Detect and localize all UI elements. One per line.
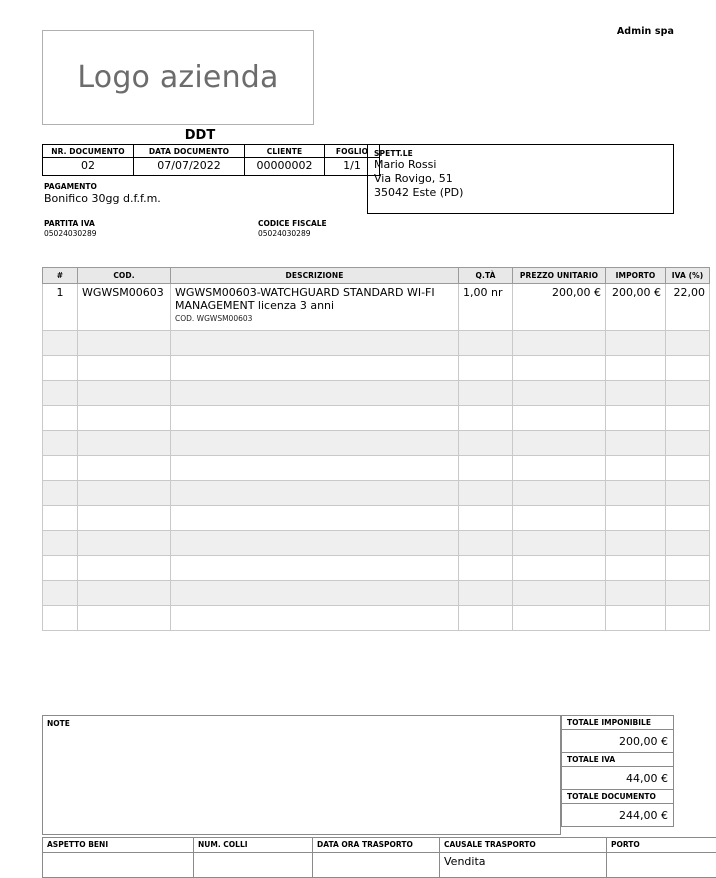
table-row-empty — [43, 531, 710, 556]
col-description-header: DESCRIZIONE — [171, 268, 459, 284]
doc-sheet-header: FOGLIO — [325, 145, 380, 158]
table-row-empty — [43, 481, 710, 506]
table-row-empty — [43, 606, 710, 631]
document-type-title: DDT — [42, 128, 358, 143]
packages-label: NUM. COLLI — [194, 838, 313, 853]
table-row-empty — [43, 406, 710, 431]
total-document-label: TOTALE DOCUMENTO — [562, 790, 674, 804]
recipient-line-3: 35042 Este (PD) — [374, 186, 667, 200]
total-taxable-label: TOTALE IMPONIBILE — [562, 716, 674, 730]
transport-datetime-label: DATA ORA TRASPORTO — [313, 838, 440, 853]
aspect-goods-value — [43, 853, 194, 878]
line-items-body — [43, 284, 710, 631]
row-amount: 200,00 € — [606, 284, 666, 331]
doc-date-header: DATA DOCUMENTO — [134, 145, 245, 158]
total-vat-label: TOTALE IVA — [562, 753, 674, 767]
fiscal-code-value: 05024030289 — [258, 229, 311, 238]
notes-box — [42, 715, 561, 835]
fiscal-code-label: CODICE FISCALE — [258, 219, 327, 228]
total-taxable-value: 200,00 € — [562, 730, 674, 753]
total-vat-value-row — [562, 767, 674, 790]
table-row — [43, 284, 710, 331]
recipient-line-2: Via Rovigo, 51 — [374, 172, 667, 186]
total-document-label-row — [562, 790, 674, 804]
table-row-empty — [43, 581, 710, 606]
company-label: Admin spa — [617, 26, 674, 37]
carriage-label: PORTO — [607, 838, 716, 853]
row-index: 1 — [43, 284, 78, 331]
payment-value: Bonifico 30gg d.f.f.m. — [44, 192, 161, 205]
total-document-value-row — [562, 804, 674, 827]
recipient-label: SPETT.LE — [374, 149, 667, 158]
doc-client-value: 00000002 — [245, 158, 325, 176]
table-row-empty — [43, 506, 710, 531]
aspect-goods-label: ASPETTO BENI — [43, 838, 194, 853]
vat-number-label: PARTITA IVA — [44, 219, 95, 228]
doc-client-header: CLIENTE — [245, 145, 325, 158]
payment-label: PAGAMENTO — [44, 182, 97, 191]
document-info-table — [42, 144, 380, 176]
doc-number-header: NR. DOCUMENTO — [43, 145, 134, 158]
total-taxable-label-row — [562, 716, 674, 730]
document-info-value-row — [43, 158, 380, 176]
logo-text: Logo azienda — [77, 60, 278, 95]
packages-value — [194, 853, 313, 878]
transport-reason-value: Vendita — [440, 853, 607, 878]
row-code: WGWSM00603 — [78, 284, 171, 331]
transport-reason-label: CAUSALE TRASPORTO — [440, 838, 607, 853]
table-row-empty — [43, 456, 710, 481]
row-unit-price: 200,00 € — [513, 284, 606, 331]
vat-number-value: 05024030289 — [44, 229, 97, 238]
total-vat-label-row — [562, 753, 674, 767]
doc-date-value: 07/07/2022 — [134, 158, 245, 176]
row-description — [171, 284, 459, 331]
document-info-header-row — [43, 145, 380, 158]
col-unit-price-header: PREZZO UNITARIO — [513, 268, 606, 284]
row-description-sub: COD. WGWSM00603 — [175, 312, 454, 323]
col-quantity-header: Q.TÀ — [459, 268, 513, 284]
total-taxable-value-row — [562, 730, 674, 753]
transport-value-row — [43, 853, 716, 878]
transport-header-row — [43, 838, 716, 853]
table-row-empty — [43, 431, 710, 456]
row-description-main: WGWSM00603-WATCHGUARD STANDARD WI-FI MANAGEMENT licenza 3 anni — [175, 286, 454, 312]
total-document-value: 244,00 € — [562, 804, 674, 827]
totals-table — [561, 715, 674, 827]
recipient-box — [367, 144, 674, 214]
col-vat-header: IVA (%) — [666, 268, 710, 284]
doc-number-value: 02 — [43, 158, 134, 176]
logo-placeholder — [42, 30, 314, 125]
transport-datetime-value — [313, 853, 440, 878]
table-row-empty — [43, 381, 710, 406]
recipient-line-1: Mario Rossi — [374, 158, 667, 172]
line-items-header-row — [43, 268, 710, 284]
transport-info-table — [42, 837, 716, 878]
row-quantity: 1,00 nr — [459, 284, 513, 331]
table-row-empty — [43, 331, 710, 356]
table-row-empty — [43, 356, 710, 381]
row-vat: 22,00 — [666, 284, 710, 331]
notes-label: NOTE — [43, 716, 560, 731]
col-code-header: COD. — [78, 268, 171, 284]
col-amount-header: IMPORTO — [606, 268, 666, 284]
col-index-header: # — [43, 268, 78, 284]
total-vat-value: 44,00 € — [562, 767, 674, 790]
carriage-value — [607, 853, 716, 878]
table-row-empty — [43, 556, 710, 581]
line-items-table — [42, 267, 710, 631]
doc-sheet-value: 1/1 — [325, 158, 380, 176]
